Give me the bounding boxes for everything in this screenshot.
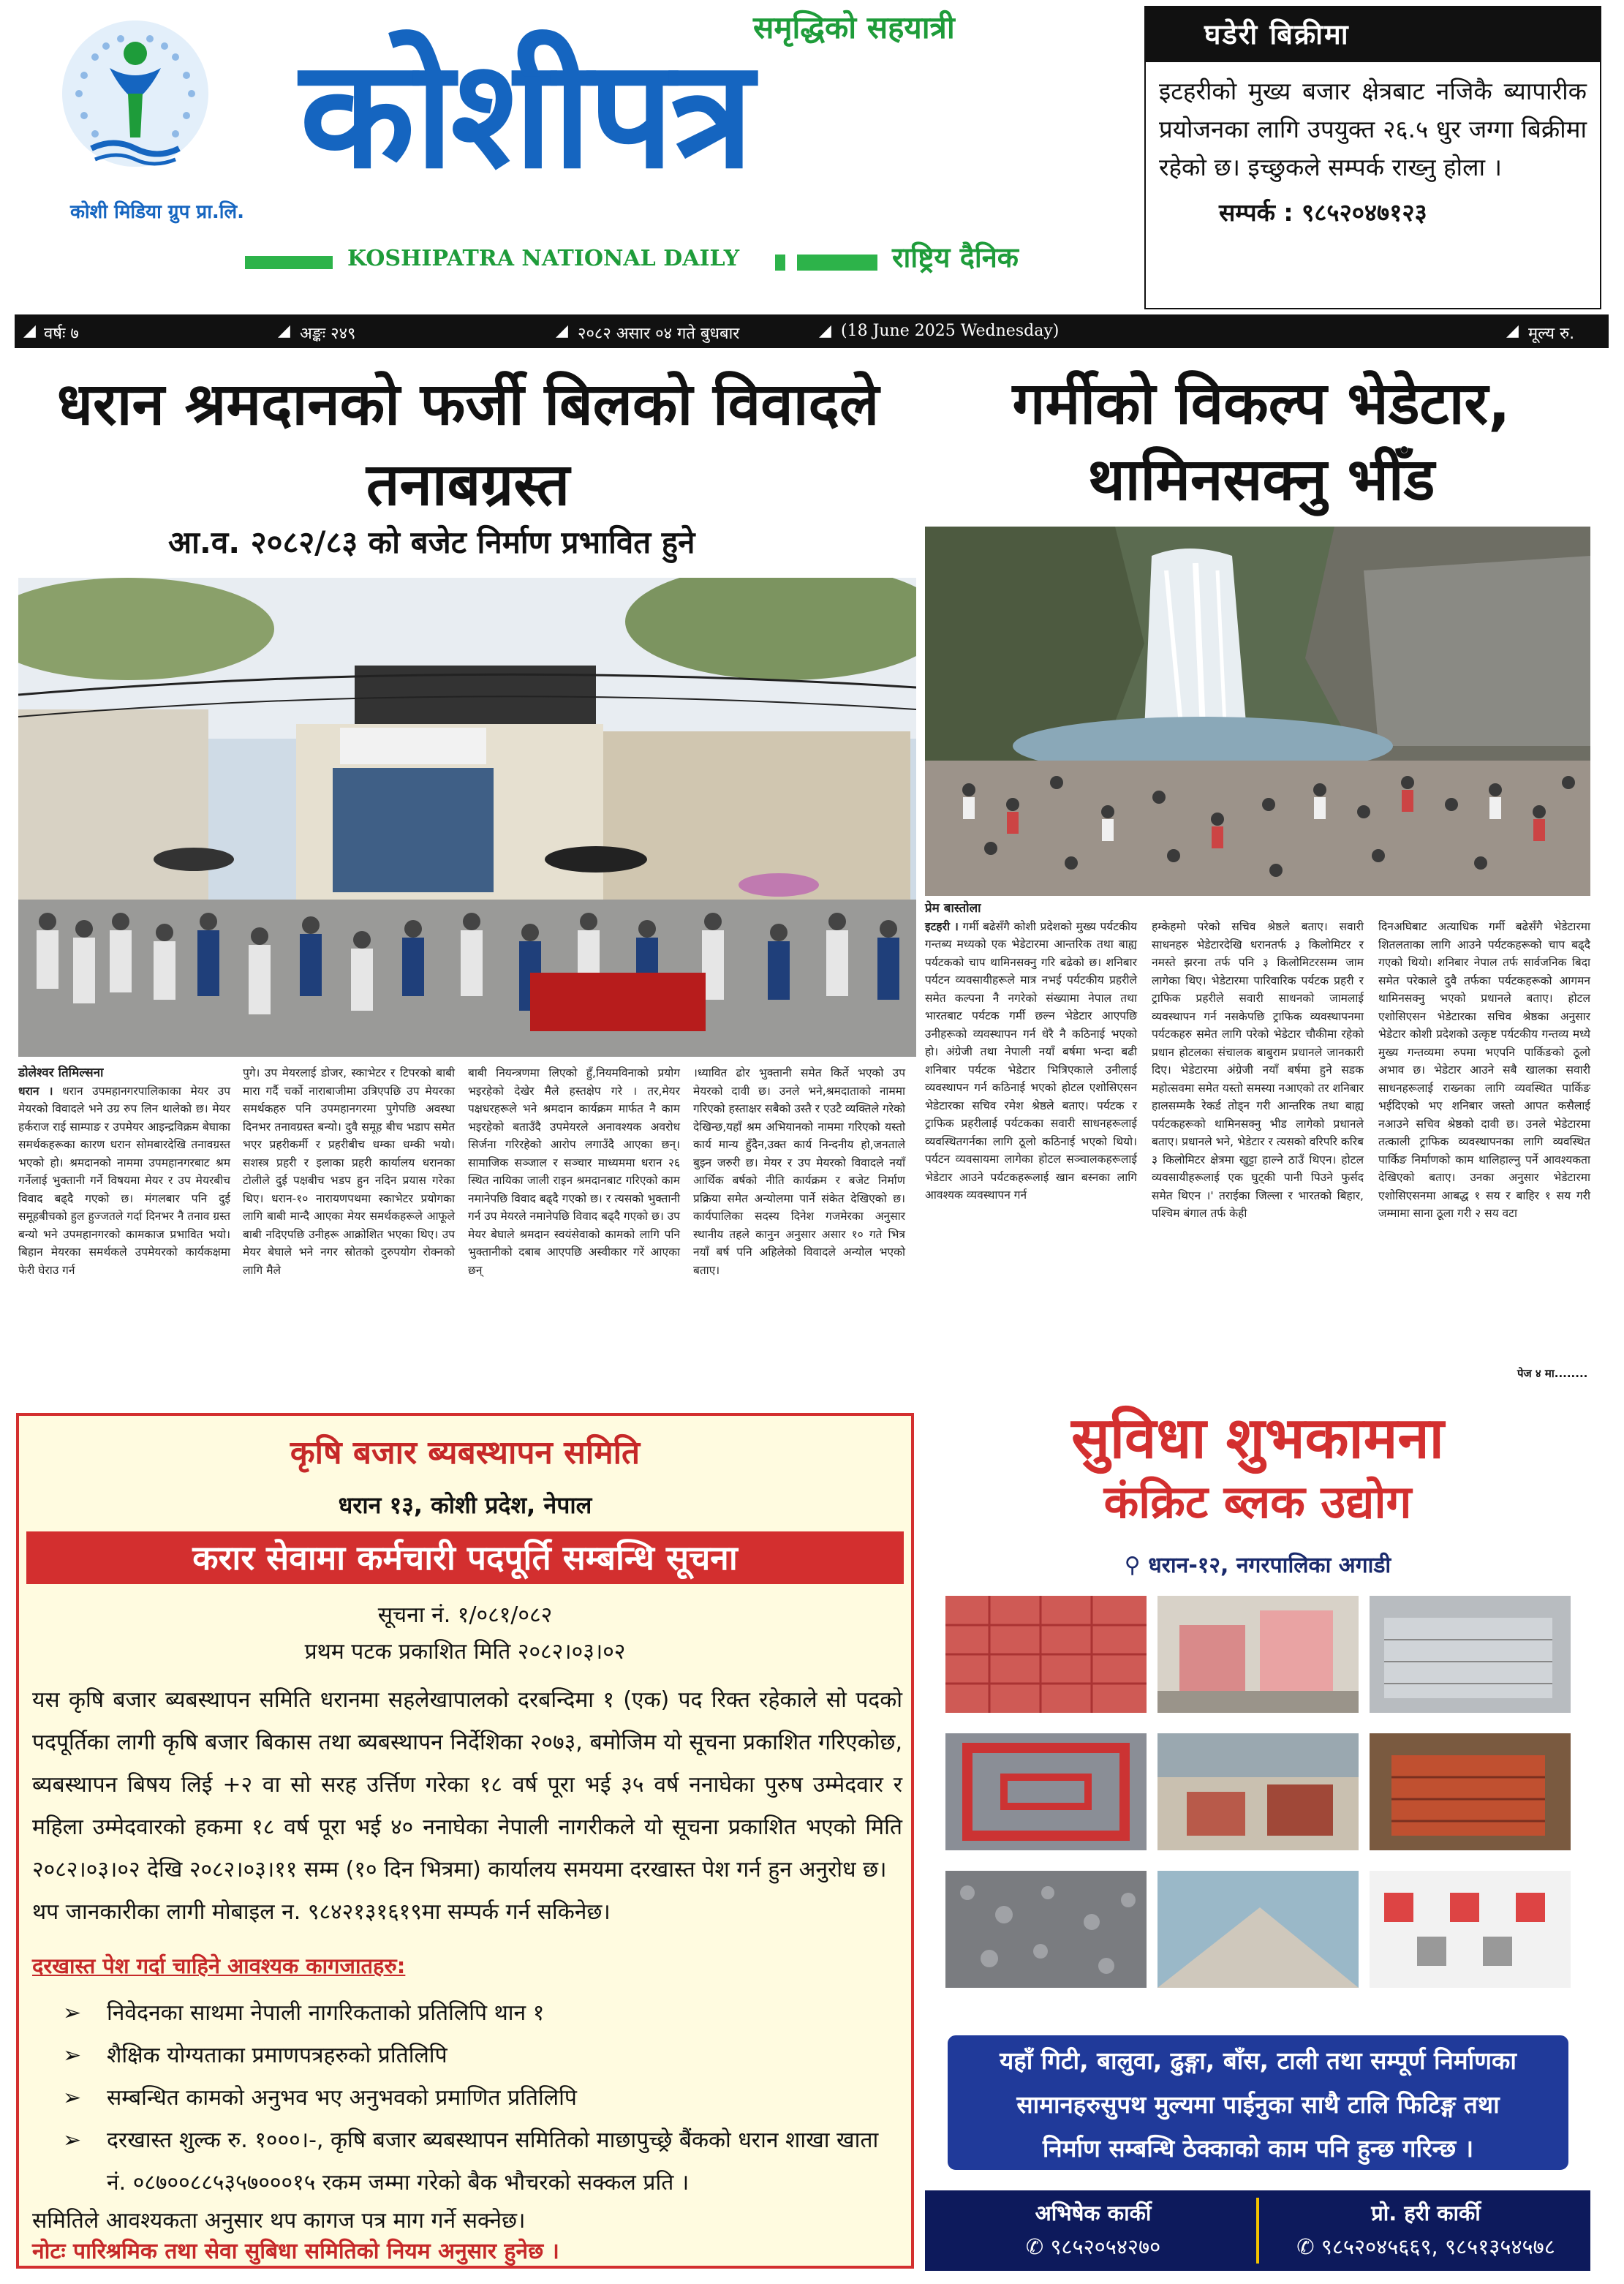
nepali-date: २०८२ असार ०४ गते बुधबार [578, 325, 740, 343]
contact-1 [932, 2196, 1254, 2264]
lead-column-3: बाबी नियन्त्रणमा लिएको हुँ,नियमविनाको प्रयोग भइरहेको देखेर मैले हस्तक्षेप गरे । तर,मेयर पक्षधरहरूले भने श्रमदान कार्यक्रम मार्फत नै काम भइरहेको बताउँदै उपमेयरले अनावश्यक अवरोध सिर्जना गरिरहेको आरोप लगाउँदै आएका छन्। सामाजिक सञ्जाल र सञ्चार माध्यममा धरान २६ स्थित नायिका जाली राइन श्रमदानबाट गरिएको काम नमानेपछि विवाद बढ्दै गएको छ। र त्यसको भुक्तानी गर्न उप मेयरले नमानेपछि विवाद बढ्दै गएको छ। उप मेयर बेघाले श्रमदान स्वयंसेवाको कामको लागि पनि भुक्तानीको दबाब आएपछि अस्वीकार गरें आएका छन् [468, 1066, 680, 1277]
lead-column-4: ।ध्यावित ढोर भुक्तानी समेत किर्ते भएको उप मेयरको दावी छ। उनले भने,श्रमदाताको नाममा गरिएको हस्ताक्षर सबैको उस्तै र एउटै व्यक्तिले गरेको देखिन्छ,यहाँ श्रम अभियानको नाममा गरिएको यस्तो कार्य मान्य हुँदैन,उक्त कार्य निन्दनीय हो,जनताले बुझ्न जरुरी छ। मेयर र उप मेयरको विवादले नयाँ आर्थिक बर्षको नीति कार्यक्रम र बजेट निर्माण प्रक्रिया समेत अन्योलमा पार्ने संकेत देखिएको छ। कार्यपालिका सदस्य दिनेश गजमेरका अनुसार स्थानीय तहले कानुन अनुसार असार १० गते भित्र नयाँ बर्ष पनि अहिलेको विवादले अन्योल भएको बताए। [693, 1066, 905, 1277]
list-item: ➢ दरखास्त शुल्क रु. १०००।-, कृषि बजार ब्यबस्थापन समितिको माछापुच्छ्रे बैंकको धरान शाखा खाता नं. ०८७००८८५३५७०००१५ रकम जम्मा गरेको बैक भौचरको सक्कल प्रति । [63, 2119, 904, 2204]
contact-1-name: अभिषेक कार्की [1035, 2201, 1152, 2225]
contact-divider [1256, 2198, 1259, 2264]
second-column-1 [925, 900, 1137, 1205]
sale-box-title: घडेरी बिक्रीमा [1146, 7, 1600, 62]
list-item: ➢ शैक्षिक योग्यताका प्रमाणपत्रहरुको प्रतिलिपि [63, 2035, 904, 2077]
land-sale-box [1144, 6, 1601, 309]
waterfall-photo [925, 527, 1590, 896]
continued-link[interactable]: पेज ४ मा........ [1517, 1367, 1588, 1380]
second-headline: गर्मीको विकल्प भेडेटार, थामिनसक्नु भीँड [1012, 369, 1511, 513]
ad-location-text: धरान-१२, नगरपालिका अगाडी [1148, 1553, 1391, 1578]
year-label: वर्षः ७ [44, 325, 79, 343]
notice-banner: करार सेवामा कर्मचारी पदपूर्ति सम्बन्धि सूचना [26, 1531, 904, 1584]
notice-body-1: यस कृषि बजार ब्यबस्थापन समिति धरानमा सहलेखापालको दरबन्दिमा १ (एक) पद रिक्त रहेकाले सो पदको पदपूर्तिका लागी कृषि बजार बिकास तथा ब्यबस्थापन निर्देशिका २०७३, बमोजिम यो सूचना प्रकाशित गरिएकोछ, ब्यबस्थापन बिषय लिई +२ वा सो सरह उर्त्तिण गरेका १८ वर्ष पूरा भई ३५ वर्ष ननाघेका पुरुष उम्मेदवार र महिला उम्मेदवारको हकमा १८ वर्ष पूरा भई ४० ननाघेका नेपाली नागरीकले यो सूचना प्रकाशित भएको मिति २०८२।०३।०२ देखि २०८२।०३।११ सम्म (१० दिन भित्रमा) कार्यालय समयमा दरखास्त पेश गर्न हुन अनुरोध छ। [32, 1687, 902, 1882]
price-label: मूल्य रु. [1528, 325, 1575, 343]
lead-column-2: पुगे। उप मेयरलाई डोजर, स्काभेटर र टिपरको बाबी मारा गर्दै चर्को नाराबाजीमा उत्रिएपछि उप मेयरका समर्थकहरु पनि उपमहानगरमा पुगेपछि अवस्था दिनभर तनावग्रस्त बन्यो। दुवै समूह बीच भडाप समेत भएर प्रहरीकर्मी र प्रहरीबीच धम्का धम्की भयो। सशस्त्र प्रहरी र इलाका प्रहरी कार्यालय धरानका टोलीले दुई पक्षबीच भडप हुन नदिन प्रयास गरेका थिए। धरान-१० नारायणपथमा स्काभेटर प्रयोगका लागि बाबी मान्दै आएका मेयर समर्थकहरूले आफूले बाबी नदिएपछि उनीहरू आक्रोशित भएका थिए। उप मेयर बेघाले भने नगर स्रोतको दुरुपयोग रोक्नको लागि मैले [243, 1066, 455, 1277]
lead-column-text: धरान उपमहानगरपालिकाका मेयर उप मेयरको विवादले भने उग्र रुप लिन थालेको छ। मेयर हर्कराज राई साम्पाङ र उपमेयर आइन्द्रविक्रम बेघाका समर्थकहरूका कारण धरान सोमबारदेखि तनावग्रस्त भएको हो। श्रमदानको नाममा उपमहानगरबाट श्रम गर्नेलाई भुक्तानी गर्ने विषयमा मेयर र उप मेयरबीच विवाद बढ्दै गएको छ। मंगलबार पनि दुई समूहबीचको हुल हुज्जतले गर्दा दिनभर नै तनाव ग्रस्त बन्यो भने उपमहानगरको कामकाज प्रभावित भयो। बिहान मेयरका समर्थकले उपमेयरको कार्यकक्षमा फेरी घेराउ गर्न [18, 1084, 231, 1277]
slash-icon: ◢ [819, 322, 831, 340]
product-photo-grey-blocks [1370, 1596, 1571, 1713]
issue-info-strip [15, 314, 1609, 348]
contact-1-phone: ✆ ९८५२०५४२७० [1025, 2234, 1161, 2259]
requirements-title: दरखास्त पेश गर्दा चाहिने आवश्यक कागजातहरु: [32, 1953, 406, 1978]
company-logo [51, 13, 219, 181]
notice-note: नोटः पारिश्रमिक तथा सेवा सुबिधा समितिको नियम अनुसार हुनेछ । [32, 2239, 559, 2264]
newspaper-brand: कोशीपत्र [300, 28, 751, 202]
slash-icon: ◢ [1506, 322, 1519, 340]
ad-contacts [925, 2190, 1590, 2271]
second-byline: प्रेम बास्तोला [925, 901, 981, 916]
second-dateline: इटहरी । [925, 919, 959, 933]
contact-2-phone: ✆ ९८५२०४५६६९, ९८५१३५४५७८ [1296, 2234, 1555, 2259]
product-photo-red-stack [1370, 1733, 1571, 1850]
green-tick [775, 255, 785, 271]
lead-column-1 [18, 1064, 230, 1279]
location-pin-icon: ⚲ [1124, 1553, 1149, 1578]
notice-body [32, 1679, 902, 1934]
product-photo-interlock [1370, 1871, 1571, 1988]
english-date: (18 June 2025 Wednesday) [841, 322, 1060, 340]
ad-services-line: यहाँ गिटी, बालुवा, ढुङ्गा, बाँस, टाली तथा सम्पूर्ण निर्माणका [1000, 2046, 1517, 2075]
ad-subtitle: कंक्रिट ब्लक उद्योग [1103, 1475, 1412, 1529]
ad-title: सुविधा शुभकामना [1071, 1406, 1444, 1471]
protest-photo [18, 578, 916, 1057]
contact-2-name: प्रो. हरी कार्की [1371, 2201, 1481, 2225]
product-photo-stacks [1157, 1596, 1359, 1713]
slash-icon: ◢ [23, 322, 36, 340]
ad-services-line: सामानहरुसुपथ मुल्यमा पाईनुका साथै टालि फिटिङ्ग तथा [1016, 2090, 1500, 2119]
ad-location [925, 1549, 1590, 1579]
slash-icon: ◢ [556, 322, 568, 340]
lead-byline: डोलेश्वर तिमिल्सना [18, 1066, 104, 1080]
notice-number: सूचना नं. १/०८१/०८२ [377, 1602, 553, 1628]
notice-footer: समितिले आवश्यकता अनुसार थप कागज पत्र माग गर्ने सक्नेछ। [32, 2208, 526, 2234]
notice-address: धरान १३, कोशी प्रदेश, नेपाल [338, 1491, 592, 1519]
ad-services-line: निर्माण सम्बन्धि ठेक्काको काम पनि हुन्छ गरिन्छ । [1042, 2134, 1474, 2163]
lead-subheadline: आ.व. २०८२/८३ को बजेट निर्माण प्रभावित हुने [168, 524, 695, 560]
contact-2 [1265, 2196, 1587, 2264]
second-column-2: हम्केहमो परेको सचिव श्रेष्ठले बताए। सवारी साधनहरु भेडेटारदेखि धरानतर्फ ३ किलोमिटर र नमस्ते झरना तर्फ पनि ३ किलोमिटरसम्म जाम लागेका थिए। भेडेटारमा पारिवारिक पर्यटक प्रहरी र ट्राफिक प्रहरीले सवारी साधनको जामलाई व्यवस्थापन गर्न नसकेपछि ट्राफिक व्यवस्थापनमा पर्यटकहरु समेत लागि परेको भेडेटार चौकीमा रहेको प्रधान होटलका संचालक बाबुराम प्रधानले जानकारी दिए। भेडेटारमा अंग्रेजी नयाँ बर्षमा हुने सडक महोत्सवमा समेत यस्तो समस्या नआएको तर शनिबार हालसम्मकै रेकर्ड तोड्न गरी आन्तरिक तथा बाह्य पर्यटकहरूको थामिनसक्नु भीड लागेको प्रधानले बताए। प्रधानले भने, भेडेटार र त्यसको वरिपरि करिब ३ किलोमिटर क्षेत्रमा खुट्टा हाल्ने ठाउँ थिएन। होटल व्यवसायीहरूलाई एक घुट्की पानी पिउने फुर्सद समेत थिएन ।' तराईका जिल्ला र भारतको बिहार, पश्चिम बंगाल तर्फ केही [1152, 920, 1364, 1220]
lead-dateline: धरान । [18, 1084, 53, 1098]
job-vacancy-notice [16, 1413, 914, 2269]
list-item: ➢ निवेदनका साथमा नेपाली नागरिकताको प्रतिलिपि थान १ [63, 1992, 904, 2035]
sale-box-body: इटहरीको मुख्य बजार क्षेत्रबाट नजिकै ब्यापारीक प्रयोजनका लागि उपयुक्त २६.५ धुर जग्गा बिक्रीमा रहेको छ। इच्छुकले सम्पर्क राख्नु होला । [1159, 77, 1587, 181]
product-photo-sand [1157, 1871, 1359, 1988]
notice-body-2: थप जानकारीका लागी मोबाइल न. ९८४२१३१६१९मा सम्पर्क गर्न सकिनेछ। [32, 1899, 611, 1925]
second-column-3: दिनअघिबाट अत्याधिक गर्मी बढेसँगै भेडेटारमा शितलताका लागि आउने पर्यटकहरूको चाप बढ्दै गएको थियो। शनिबार नेपाल तर्फ सार्वजनिक बिदा समेत परेकाले दुवै तर्फका पर्यटकहरूको आगमन थामिनसक्नु भएको प्रधानले बताए। होटल एशोसिएसन भेडेटारका सचिव श्रेष्ठका अनुसार भेडेटार कोशी प्रदेशको उत्कृष्ट पर्यटकीय गन्तव्य मध्ये मुख्य गन्तव्यमा रुपमा भएपनि पार्किङको ठूलो अभाव छ। भेडेटार आउने सबै खालका सवारी साधनहरूलाई राख्नका लागि व्यवस्थित पार्किङ भईदिएको भए शनिबार जस्तो आपत कसैलाई नआउने सचिव श्रेष्ठको दावी छ। उनले भेडेटारमा तत्काली ट्राफिक व्यवस्थापनका लागि व्यवस्थित पार्किङ निर्माणको काम थालिहाल्नु पर्ने आवश्यकता देखिएको बताए। उनका अनुसार भेडेटारमा एशोसिएसनमा आबद्ध १ सय र बाहिर १ सय गरी जम्मामा साना ठूला गरी २ सय वटा [1378, 920, 1590, 1220]
subtitle-english: KOSHIPATRA NATIONAL DAILY [347, 246, 740, 271]
green-band-right [797, 255, 877, 271]
slash-icon: ◢ [278, 322, 290, 340]
list-item: ➢ सम्बन्धित कामको अनुभव भए अनुभवको प्रमाणित प्रतिलिपि [63, 2077, 904, 2119]
lead-headline: धरान श्रमदानको फर्जी बिलको विवादले तनाबग्रस्त [56, 370, 880, 519]
tagline: समृद्धिको सहयात्री [753, 10, 955, 45]
product-photo-gravel [945, 1871, 1147, 1988]
notice-published-date: प्रथम पटक प्रकाशित मिति २०८२।०३।०२ [304, 1639, 626, 1665]
notice-org: कृषि बजार ब्यबस्थापन समिति [290, 1434, 641, 1471]
product-photo-bricks [1157, 1733, 1359, 1850]
ad-services-banner [945, 2033, 1571, 2172]
group-name: कोशी मिडिया ग्रुप प्रा.लि. [69, 201, 245, 223]
subtitle-nepali: राष्ट्रिय दैनिक [892, 241, 1019, 274]
sale-box-contact: सम्पर्क : ९८५२०४७१२३ [1219, 198, 1427, 227]
green-band-left [245, 256, 333, 269]
product-photo-pavers [945, 1596, 1147, 1713]
second-column-text: गर्मी बढेसँगै कोशी प्रदेशको मुख्य पर्यटकीय गन्तब्य मध्यको एक भेडेटारमा आन्तरिक तथा बाह्य पर्यटकको चाप थामिनसक्नु गरि बढेको छ। शनिबार पर्यटन व्यवसायीहरूले मात्र नभई पर्यटकीय प्रहरीले समेत कल्पना नै नगरेको संख्यामा नेपाल तथा भारतबाट पर्यटक गर्मी छल्न भेडेटार आएपछि उनीहरूको व्यवस्थापन गर्न धेरै नै कठिनाई भएको हो। अंग्रेजी तथा नेपाली नयाँ बर्षमा भन्दा बढी शनिबार पर्यटक भेडेटार भित्रिएकाले उनीलाई व्यवस्थापन गर्न कठिनाई भएको होटल एशोसिएसन भेडेटारका सचिव रमेश श्रेष्ठले बताए। पर्यटक र ट्राफिक प्रहरीलाई पर्यटकका सवारी साधनहरूलाई व्यवस्थितगर्नका लागि ठूलो कठिनाई भएको थियो। पर्यटन व्यवसायमा लागेका होटल सञ्चालकहरूलाई भेडेटार आउने पर्यटकहरूलाई खान बस्नका लागि आवश्यक व्यवस्थापन गर्न [925, 919, 1138, 1202]
concrete-block-ad [925, 1390, 1590, 2271]
product-photo-pattern [945, 1733, 1147, 1850]
requirements-list [63, 1992, 904, 2204]
issue-label: अङ्कः २४९ [300, 325, 356, 343]
